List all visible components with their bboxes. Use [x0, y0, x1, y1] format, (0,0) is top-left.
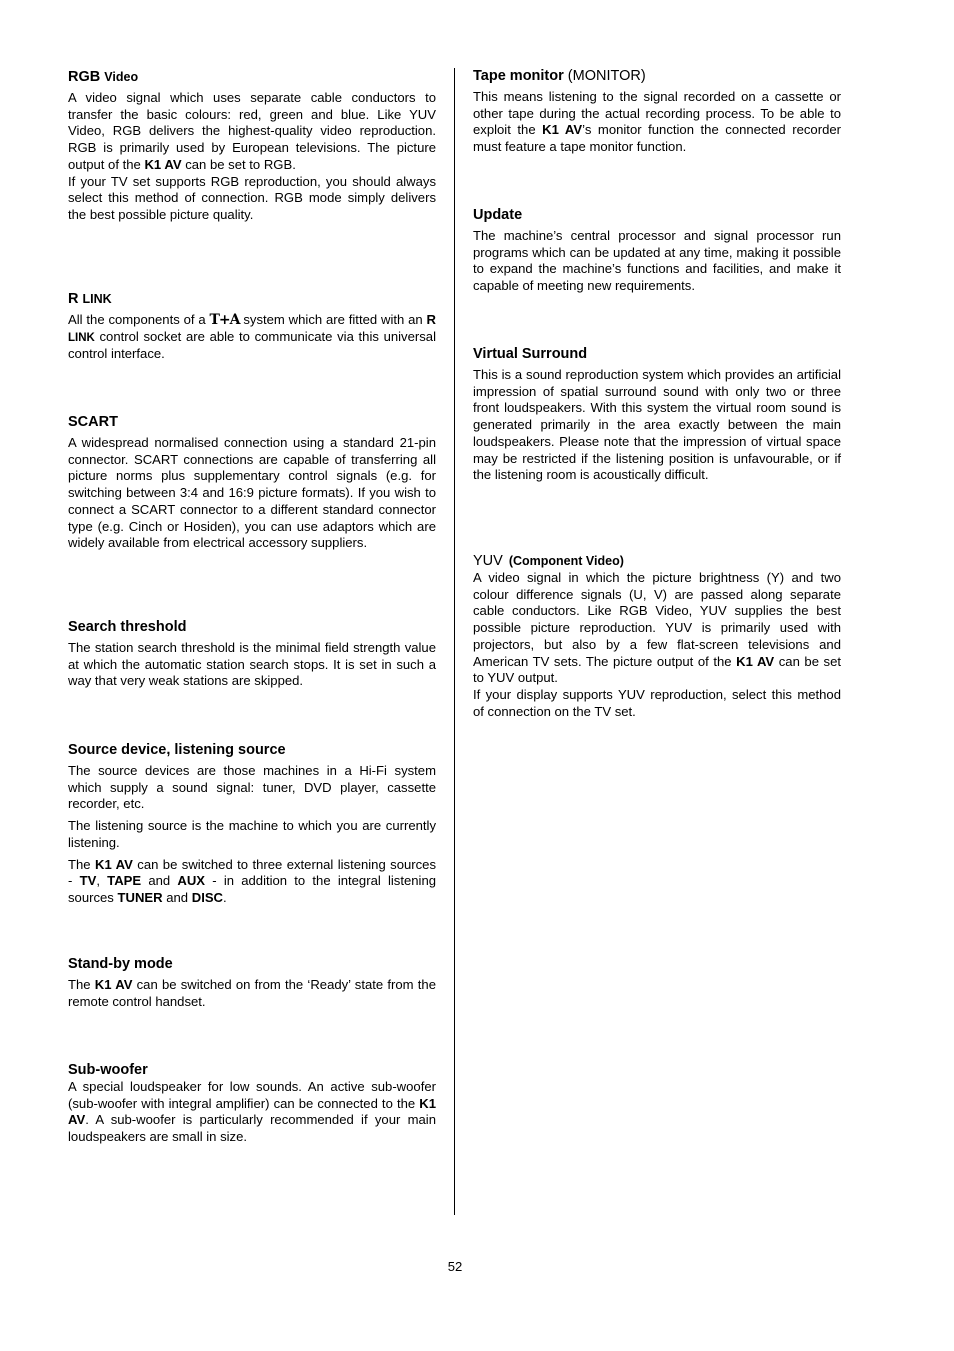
- heading-rgb: [68, 69, 436, 86]
- heading-subwoofer: Sub-woofer: [68, 1062, 148, 1078]
- yuv-paragraph-1: A video signal in which the picture brightness (Y) and two colour difference signals (U, V) are passed along separate cable conductors. Like RGB Video, YUV supplies the best possible picture reproduction. YUV is primarily used with projectors, but also by a few flat-screen televisions and American TV sets. The picture output of the K1 AV can be set to YUV output.: [473, 570, 842, 686]
- heading-search-threshold: Search threshold: [68, 619, 187, 635]
- heading-rlink: R LINK: [68, 291, 112, 307]
- column-divider: [454, 68, 455, 1215]
- entry-search-threshold: [68, 619, 436, 690]
- standby-paragraph: The K1 AV can be switched on from the ‘Ready’ state from the remote control handset.: [68, 977, 436, 1009]
- heading-rgb-sub: Video: [104, 70, 139, 84]
- virtual-surround-paragraph: This is a sound reproduction system which provides an artificial impression of spatial surround sound with only two or three front loudspeakers. With this system the virtual room sound is generated primarily in the area exactly between the main loudspeakers. Please note that the impression of virtual space may be restricted if the listening position is unfavourable, or if the listening room is acoustically difficult.: [473, 367, 841, 483]
- rgb-paragraph-2: If your TV set supports RGB reproduction, you should always select this method of connection. RGB mode simply delivers the best possible picture quality.: [68, 173, 436, 222]
- update-paragraph: The machine’s central processor and signal processor run programs which can be updated at any time, making it possible to expand the machine’s functions and facilities, and make it capable of meeting new requirements.: [473, 228, 841, 294]
- rgb-paragraph-1: A video signal which uses separate cable conductors to transfer the basic colours: red, green and blue. Like YUV Video, RGB delivers the highest-quality video reproduction. RGB is primarily used by European televisions. The picture output of the K1 AV can be set to RGB.: [68, 90, 436, 172]
- heading-source-device: Source device, listening source: [68, 742, 286, 758]
- tape-monitor-paragraph: This means listening to the signal recorded on a cassette or other tape during the actual recording process. To be able to exploit the K1 AV’s monitor function the connected recorder must feature a tape monitor function.: [473, 89, 841, 155]
- heading-tape-monitor: Tape monitor (MONITOR): [473, 68, 646, 84]
- yuv-paragraph-2: If your display supports YUV reproduction, select this method of connection on the TV set.: [473, 686, 841, 719]
- heading-virtual-surround: Virtual Surround: [473, 346, 588, 362]
- heading-update: Update: [473, 207, 523, 223]
- entry-virtual-surround: [473, 346, 841, 484]
- subwoofer-paragraph: A special loudspeaker for low sounds. An active sub-woofer (sub-woofer with integral amplifier) can be connected to the K1 AV. A sub-woofer is particularly recommended if your main loudspeakers are small in size.: [68, 1079, 436, 1145]
- heading-standby: Stand-by mode: [68, 956, 173, 972]
- entry-update: [473, 207, 841, 295]
- search-threshold-paragraph: The station search threshold is the minimal field strength value at which the automatic station search stops. It is set in such a way that very weak stations are skipped.: [68, 640, 436, 689]
- heading-yuv: YUV (Component Video): [473, 553, 624, 569]
- ta-logo: T+A: [209, 312, 240, 328]
- page-number: 52: [447, 1259, 463, 1274]
- entry-rlink: [68, 291, 436, 363]
- entry-yuv: [473, 553, 841, 720]
- entry-standby: [68, 956, 436, 1010]
- heading-scart: SCART: [68, 414, 118, 430]
- entry-scart: [68, 414, 436, 552]
- heading-rgb-main: RGB: [68, 69, 101, 85]
- entry-source-device: [68, 742, 436, 907]
- entry-tape-monitor: [473, 68, 841, 156]
- source-paragraph-3: The K1 AV can be switched to three external listening sources - TV, TAPE and AUX - in addition to the integral listening sources TUNER and DISC.: [68, 856, 437, 905]
- source-paragraph-2: The listening source is the machine to which you are currently listening.: [68, 818, 436, 850]
- source-paragraph-1: The source devices are those machines in a Hi-Fi system which supply a sound signal: tuner, DVD player, cassette recorder, etc.: [68, 763, 436, 812]
- entry-subwoofer: [68, 1062, 436, 1146]
- entry-rgb: [68, 69, 436, 224]
- rlink-paragraph: All the components of a T+A system which are fitted with an R LINK control socket are able to communicate via this universal control interface.: [68, 312, 436, 362]
- scart-paragraph: A widespread normalised connection using a standard 21-pin connector. SCART connections are capable of transferring all picture norms plus supplementary control signals (e.g. for switching between 3:4 and 16:9 picture formats). If you wish to connect a SCART connector to a different standard connector type (e.g. Cinch or Hosiden), you can use adaptors which are widely available from electrical accessory suppliers.: [68, 435, 436, 551]
